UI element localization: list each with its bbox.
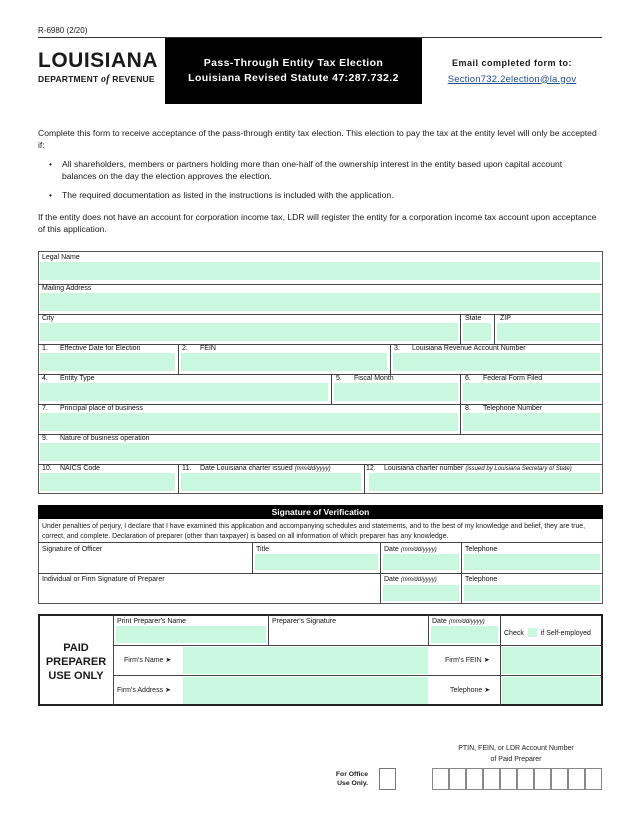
column-divider — [113, 615, 114, 705]
zip-input[interactable] — [497, 323, 600, 341]
column-divider — [268, 615, 269, 645]
fiscal-month-input[interactable] — [334, 383, 458, 401]
telephone-number-input[interactable] — [463, 413, 600, 431]
principal-place-input[interactable] — [40, 413, 458, 431]
firm-telephone-input[interactable] — [502, 677, 600, 704]
naics-code-label: 10. NAICS Code — [42, 465, 101, 472]
effective-date-input[interactable] — [40, 353, 175, 371]
preparer-telephone-label: Telephone — [465, 576, 498, 583]
officer-signature-area[interactable] — [40, 553, 250, 571]
mailing-address-label: Mailing Address — [42, 285, 92, 292]
perjury-statement: Under penalties of perjury, I declare that I have examined this application and accompanying schedules and statements, and to the best of my knowledge and belief, they are true, correct, and complete. Declaration of preparer (other than taxpayer) is based on all information of which preparer has any knowledge. — [42, 523, 586, 540]
column-divider — [390, 344, 391, 374]
logo-of: of — [100, 74, 110, 85]
entity-type-input[interactable] — [40, 383, 328, 401]
telephone-number-label: 8. Telephone Number — [465, 405, 543, 412]
form-statute: Louisiana Revised Statute 47:287.732.2 — [188, 72, 399, 84]
column-divider — [460, 314, 461, 344]
arrow-right-icon: ➤ — [484, 687, 491, 694]
charter-date-input[interactable] — [181, 473, 361, 491]
column-divider — [380, 542, 381, 604]
email-box — [422, 38, 602, 104]
row-divider — [38, 284, 603, 285]
firm-name-input[interactable] — [183, 647, 428, 674]
column-divider — [460, 404, 461, 434]
firm-name-label: Firm's Name ➤ — [124, 657, 172, 664]
ptin-digit-box[interactable] — [466, 768, 483, 790]
paid-preparer-heading: PAID PREPARER USE ONLY — [45, 642, 107, 682]
ptin-digit-box[interactable] — [568, 768, 585, 790]
ptin-digit-box[interactable] — [534, 768, 551, 790]
ptin-digit-box[interactable] — [585, 768, 602, 790]
legal-name-input[interactable] — [40, 262, 600, 280]
effective-date-label: 1. Effective Date for Election — [42, 345, 141, 352]
fein-label: 2. FEIN — [182, 345, 216, 352]
column-divider — [428, 615, 429, 645]
charter-number-input[interactable] — [369, 473, 600, 491]
form-title-box — [165, 38, 422, 104]
requirement-bullet: • All shareholders, members or partners holding more than one-half of the ownership interest in the entity based upon capital account balances on the day the election approves the election. — [62, 159, 598, 182]
arrow-right-icon: ➤ — [483, 657, 490, 664]
fein-input[interactable] — [181, 353, 387, 371]
business-operation-input[interactable] — [40, 443, 600, 461]
revenue-account-input[interactable] — [393, 353, 600, 371]
self-employed-checkbox[interactable] — [528, 628, 537, 637]
preparer-signature-field-label: Preparer's Signature — [272, 618, 336, 625]
city-input[interactable] — [40, 323, 458, 341]
column-divider — [461, 542, 462, 604]
office-use-label: For Office Use Only. — [335, 771, 368, 787]
firm-fein-label: Firm's FEIN ➤ — [445, 657, 490, 664]
intro-paragraph: Complete this form to receive acceptance of the pass-through entity tax election. This election to pay the tax at the entity level will only be accepted if: — [38, 128, 597, 150]
officer-date-label: Date (mm/dd/yyyy) — [384, 546, 437, 553]
column-divider — [178, 344, 179, 374]
row-divider — [113, 675, 602, 676]
column-divider — [252, 542, 253, 573]
column-divider — [364, 464, 365, 494]
logo-sub-text — [38, 74, 162, 85]
firm-fein-input[interactable] — [502, 647, 600, 674]
print-preparer-name-input[interactable] — [116, 626, 266, 643]
requirement-bullet: • The required documentation as listed in the instructions is included with the application. — [62, 190, 598, 202]
logo-revenue: REVENUE — [112, 74, 155, 84]
self-employed-check-label: Check if Self-employed — [504, 630, 591, 637]
preparer-date-field-label: Date (mm/dd/yyyy) — [432, 618, 485, 625]
officer-date-input[interactable] — [383, 554, 459, 570]
column-divider — [500, 615, 501, 705]
federal-form-label: 6. Federal Form Filed — [465, 375, 543, 382]
firm-telephone-label: Telephone ➤ — [450, 687, 491, 694]
state-label: State — [465, 315, 482, 322]
legal-name-label: Legal Name — [42, 254, 80, 261]
logo-department: DEPARTMENT — [38, 74, 99, 84]
preparer-signature-area[interactable] — [40, 584, 378, 602]
title-label: Title — [256, 546, 269, 553]
arrow-right-icon: ➤ — [165, 657, 172, 664]
column-divider — [494, 314, 495, 344]
ptin-label: PTIN, FEIN, or LDR Account Number of Paid Preparer — [458, 745, 574, 763]
ptin-digit-box[interactable] — [449, 768, 466, 790]
firm-address-label: Firm's Address ➤ — [117, 687, 171, 694]
mailing-address-input[interactable] — [40, 293, 600, 311]
column-divider — [178, 464, 179, 494]
preparer-date-label: Date (mm/dd/yyyy) — [384, 576, 437, 583]
city-label: City — [42, 315, 55, 322]
email-label: Email completed form to: — [451, 57, 572, 68]
charter-date-label: 11. Date Louisiana charter issued (mm/dd/yyyy) — [182, 465, 331, 472]
ptin-digit-box[interactable] — [483, 768, 500, 790]
preparer-signature-field[interactable] — [270, 626, 426, 643]
preparer-date-input[interactable] — [383, 585, 459, 601]
zip-label: ZIP — [500, 315, 511, 322]
entity-type-label: 4. Entity Type — [42, 375, 95, 382]
state-input[interactable] — [463, 323, 491, 341]
principal-place-label: 7. Principal place of business — [42, 405, 143, 412]
preparer-signature-label: Individual or Firm Signature of Preparer — [42, 576, 165, 583]
preparer-telephone-input[interactable] — [464, 585, 600, 601]
revenue-account-label: 3. Louisiana Revenue Account Number — [394, 345, 526, 352]
email-link[interactable]: Section732.2election@la.gov — [447, 73, 577, 85]
fiscal-month-label: 5. Fiscal Month — [336, 375, 394, 382]
row-divider — [38, 314, 603, 315]
arrow-right-icon: ➤ — [165, 687, 171, 694]
column-divider — [460, 374, 461, 404]
row-divider — [38, 573, 603, 574]
federal-form-input[interactable] — [463, 383, 600, 401]
ptin-digit-box[interactable] — [551, 768, 568, 790]
row-divider — [38, 542, 603, 543]
row-divider — [113, 645, 602, 646]
registration-note: If the entity does not have an account for corporation income tax, LDR will register the entity for a corporation income tax account upon acceptance of this application. — [38, 212, 597, 234]
officer-signature-label: Signature of Officer — [42, 546, 103, 553]
column-divider — [331, 374, 332, 404]
officer-telephone-label: Telephone — [465, 546, 498, 553]
form-number: R-6980 (2/20) — [38, 26, 88, 35]
firm-address-input[interactable] — [183, 677, 428, 704]
ptin-digit-box[interactable] — [517, 768, 534, 790]
print-preparer-name-label: Print Preparer's Name — [117, 618, 187, 625]
logo-main-text: LOUISIANA — [38, 49, 158, 72]
charter-number-label: 12. Louisiana charter number (issued by Louisiana Secretary of State) — [366, 465, 572, 472]
signature-section-header: Signature of Verification — [38, 505, 603, 519]
office-use-box — [379, 768, 396, 790]
business-operation-label: 9. Nature of business operation — [42, 435, 150, 442]
officer-telephone-input[interactable] — [464, 554, 600, 570]
form-title: Pass-Through Entity Tax Election — [203, 57, 384, 69]
naics-code-input[interactable] — [40, 473, 175, 491]
preparer-date-field-input[interactable] — [431, 626, 498, 643]
title-input[interactable] — [255, 554, 378, 570]
ldr-logo — [38, 50, 162, 92]
ptin-digit-box[interactable] — [432, 768, 449, 790]
ptin-digit-box[interactable] — [500, 768, 517, 790]
